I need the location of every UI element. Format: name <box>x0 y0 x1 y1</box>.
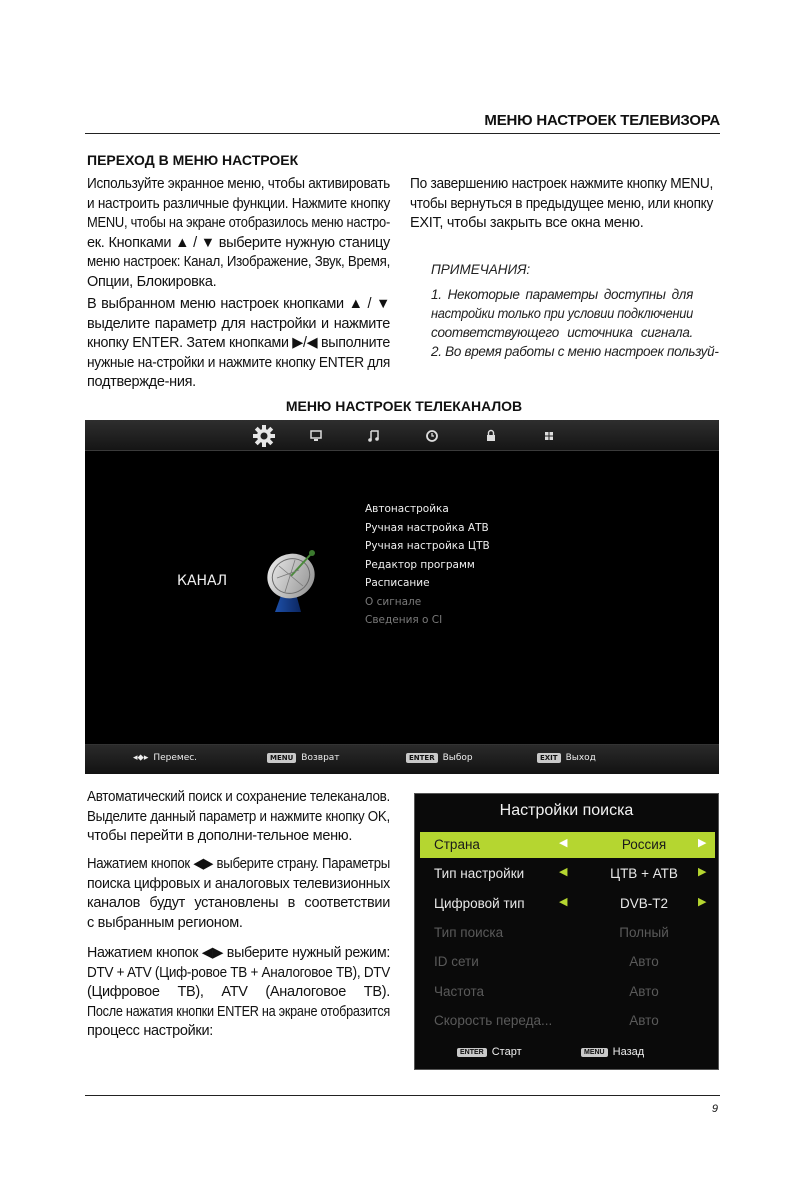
text-line: чтобы вернуться в предыдущее меню, или кнопку <box>410 195 713 212</box>
search-setting-row[interactable] <box>420 979 715 1005</box>
tv-menu-item[interactable]: Сведения о CI <box>365 614 443 626</box>
footer-select-hint <box>406 753 473 763</box>
arrows-icon: ◂⬥▸ <box>133 753 149 763</box>
text-line: 1. Некоторые параметры доступны для <box>431 287 693 302</box>
setting-label: Скорость переда... <box>434 1012 553 1028</box>
text-line: поиска цифровых и аналоговых телевизионных <box>87 875 390 892</box>
text-line: кнопку ENTER. Затем кнопками ▶/◀ выполните <box>87 335 390 351</box>
monitor-icon[interactable] <box>306 426 326 446</box>
clock-icon[interactable] <box>422 426 442 446</box>
tv-menu-item[interactable]: Автонастройка <box>365 503 449 515</box>
search-setting-row[interactable] <box>420 832 715 858</box>
setting-label: ID сети <box>434 954 479 970</box>
search-setting-row[interactable] <box>420 1008 715 1034</box>
enter-key-icon: ENTER <box>457 1048 487 1057</box>
text-line: Опции, Блокировка. <box>87 273 217 290</box>
text-line: меню настроек: Канал, Изображение, Звук, Время, <box>87 254 390 270</box>
text-line: выделите параметр для настройки и нажмите <box>87 315 390 332</box>
tv-menu-item[interactable]: Расписание <box>365 577 430 589</box>
text-line: 2. Во время работы с меню настроек пользуй- <box>431 344 719 359</box>
text-line: ек. Кнопками ▲ / ▼ выберите нужную станицу <box>87 234 390 251</box>
country-paragraph <box>87 855 390 933</box>
search-setting-row[interactable] <box>420 861 715 887</box>
footer-exit-hint <box>537 753 596 763</box>
text-line: (Цифровое ТВ), ATV (Аналоговое ТВ). <box>87 984 390 1000</box>
search-setting-row[interactable] <box>420 949 715 975</box>
setting-label: Цифровой тип <box>434 895 525 911</box>
text-line: Нажатием кнопок ◀▶ выберите нужный режим: <box>87 945 390 961</box>
tv-menu-item[interactable]: Ручная настройка ЦТВ <box>365 540 490 552</box>
text-line: процесс настройки: <box>87 1023 213 1039</box>
text-line: MENU, чтобы на экране отобразилось меню настро- <box>87 215 390 231</box>
footer-move-label: Перемес. <box>153 753 198 763</box>
tv-menu-item[interactable]: Ручная настройка АТВ <box>365 521 489 534</box>
arrow-right-icon[interactable]: ▶ <box>698 895 707 908</box>
text-line: Нажатием кнопок ◀▶ выберите страну. Параметры <box>87 856 390 872</box>
section-title: ПЕРЕХОД В МЕНЮ НАСТРОЕК <box>87 152 299 168</box>
search-setting-row[interactable] <box>420 891 715 917</box>
mode-paragraph <box>87 944 390 1042</box>
search-settings-dialog <box>414 793 719 1070</box>
notes-block <box>431 260 719 361</box>
arrow-left-icon[interactable]: ◀ <box>559 866 568 879</box>
gear-icon[interactable] <box>251 423 277 449</box>
tv-menu-footer <box>85 744 719 774</box>
search-setting-row[interactable] <box>420 920 715 946</box>
setting-value: Авто <box>629 1012 659 1028</box>
back-hint <box>581 1046 644 1058</box>
back-label: Назад <box>612 1046 645 1058</box>
tv-menu-item[interactable]: Редактор программ <box>365 558 475 571</box>
setting-value: Авто <box>629 954 659 970</box>
autotune-paragraph <box>87 788 390 847</box>
notes-title: ПРИМЕЧАНИЯ: <box>431 262 531 277</box>
arrow-left-icon[interactable]: ◀ <box>559 895 568 908</box>
footer-back-hint <box>267 753 340 763</box>
setting-value: Россия <box>621 837 667 852</box>
tv-channel-menu <box>85 420 719 774</box>
satellite-dish-icon <box>255 540 335 620</box>
text-line: EXIT, чтобы закрыть все окна меню. <box>410 215 644 231</box>
page-number: 9 <box>711 1103 718 1115</box>
channel-menu-title: МЕНЮ НАСТРОЕК ТЕЛЕКАНАЛОВ <box>285 398 523 414</box>
start-hint <box>457 1046 522 1058</box>
tv-menu-tabbar <box>85 420 719 451</box>
footer-rule <box>85 1095 720 1096</box>
grid-icon[interactable] <box>539 426 559 446</box>
search-settings-title: Настройки поиска <box>499 802 634 819</box>
start-label: Старт <box>491 1046 522 1058</box>
page-header-title: МЕНЮ НАСТРОЕК ТЕЛЕВИЗОРА <box>484 112 720 129</box>
footer-select-label: Выбор <box>442 753 473 763</box>
setting-value: Полный <box>619 924 669 940</box>
setting-label: Частота <box>434 983 485 999</box>
text-line: В выбранном меню настроек кнопками ▲ / ▼ <box>87 296 390 312</box>
lock-icon[interactable] <box>481 426 501 446</box>
exit-paragraph <box>410 175 713 234</box>
arrow-left-icon[interactable]: ◀ <box>559 837 568 849</box>
header-rule <box>85 133 720 134</box>
text-line: По завершению настроек нажмите кнопку MENU, <box>410 176 713 192</box>
footer-exit-label: Выход <box>565 753 596 763</box>
text-line: Используйте экранное меню, чтобы активировать <box>87 176 390 192</box>
text-line: соответствующего источника сигнала. <box>431 325 693 340</box>
menu-key-icon: MENU <box>267 753 296 763</box>
footer-back-label: Возврат <box>301 753 340 763</box>
setting-value: Авто <box>629 983 659 999</box>
text-line: и настроить различные функции. Нажмите кнопку <box>87 195 390 212</box>
text-line: подтвержде-ния. <box>87 374 196 390</box>
setting-value: DVB-T2 <box>619 895 668 911</box>
enter-key-icon: ENTER <box>406 753 438 763</box>
text-line: настройки только при условии подключении <box>431 306 693 321</box>
text-line: нужные на-стройки и нажмите кнопку ENTER для <box>87 354 390 371</box>
footer-move-hint <box>133 753 197 763</box>
text-line: каналов будут установлены в соответствии <box>87 895 390 911</box>
exit-key-icon: EXIT <box>537 753 561 763</box>
menu-key-icon: MENU <box>581 1048 608 1057</box>
setting-label: Страна <box>434 837 480 852</box>
tv-menu-item[interactable]: О сигнале <box>365 595 422 608</box>
notes-lines <box>431 285 719 361</box>
text-line: После нажатия кнопки ENTER на экране отобразится <box>87 1003 390 1020</box>
text-line: Автоматический поиск и сохранение телеканалов. <box>87 789 390 805</box>
text-line: Выделите данный параметр и нажмите кнопку OK, <box>87 808 390 825</box>
intro-paragraph <box>87 175 390 292</box>
navigation-paragraph <box>87 295 390 393</box>
text-line: с выбранным регионом. <box>87 914 243 931</box>
setting-value: ЦТВ + АТВ <box>610 866 678 882</box>
arrow-right-icon[interactable]: ▶ <box>698 837 707 849</box>
arrow-right-icon[interactable]: ▶ <box>698 866 707 879</box>
setting-label: Тип настройки <box>434 866 525 882</box>
music-note-icon[interactable] <box>364 426 384 446</box>
text-line: чтобы перейти в дополни-тельное меню. <box>87 828 353 844</box>
tv-menu-section-label: КАНАЛ <box>177 573 228 589</box>
text-line: DTV + ATV (Циф-ровое ТВ + Аналоговое ТВ), DTV <box>87 964 390 981</box>
setting-label: Тип поиска <box>434 924 504 940</box>
